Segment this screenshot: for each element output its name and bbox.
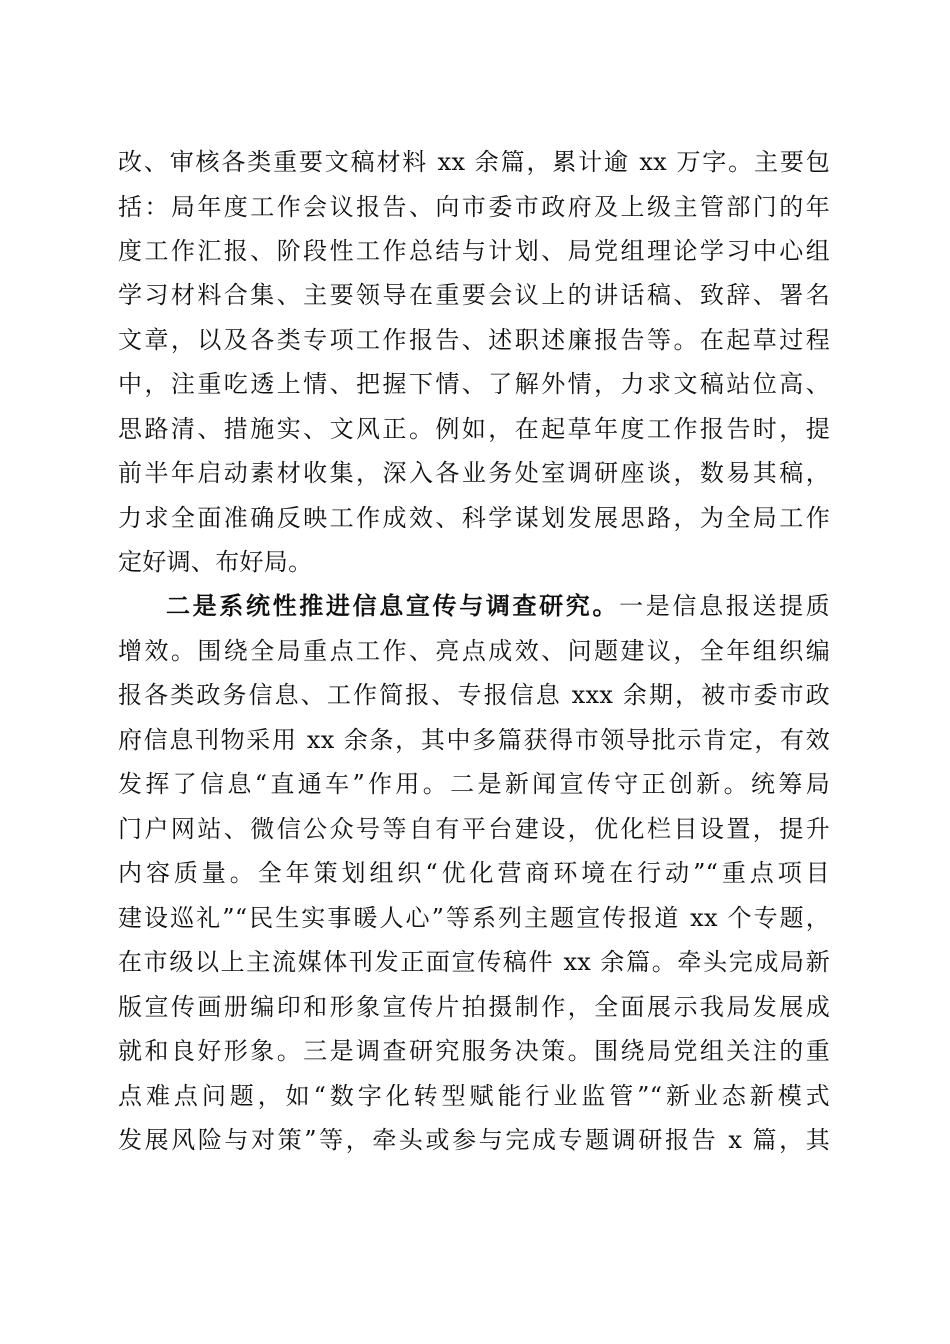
paragraph-line: 报各类政务信息、工作简报、专报信息 xxx 余期，被市委市政 — [118, 681, 830, 709]
paragraph-line: 定好调、布好局。 — [118, 548, 313, 576]
paragraph-line: 门户网站、微信公众号等自有平台建设，优化栏目设置，提升 — [118, 815, 830, 843]
paragraph-line: 中，注重吃透上情、把握下情、了解外情，力求文稿站位高、 — [118, 370, 830, 398]
section-heading-line — [166, 586, 830, 626]
paragraph-line: 内容质量。全年策划组织“优化营商环境在行动”“重点项目 — [118, 859, 830, 887]
paragraph-line: 文章，以及各类专项工作报告、述职述廉报告等。在起草过程 — [118, 326, 830, 354]
paragraph-line: 改、审核各类重要文稿材料 xx 余篇，累计逾 xx 万字。主要包 — [118, 148, 830, 176]
paragraph-line: 建设巡礼”“民生实事暖人心”等系列主题宣传报道 xx 个专题， — [118, 904, 830, 932]
paragraph-line: 括：局年度工作会议报告、向市委市政府及上级主管部门的年 — [118, 193, 830, 221]
paragraph-line: 学习材料合集、主要领导在重要会议上的讲话稿、致辞、署名 — [118, 281, 830, 309]
paragraph-line: 发挥了信息“直通车”作用。二是新闻宣传守正创新。统筹局 — [118, 770, 830, 798]
paragraph-line: 版宣传画册编印和形象宣传片拍摄制作，全面展示我局发展成 — [118, 993, 830, 1021]
paragraph-line: 发展风险与对策”等，牵头或参与完成专题调研报告 x 篇，其 — [118, 1126, 830, 1154]
paragraph-line: 在市级以上主流媒体刊发正面宣传稿件 xx 余篇。牵头完成局新 — [118, 948, 830, 976]
paragraph-line: 思路清、措施实、文风正。例如，在起草年度工作报告时，提 — [118, 415, 830, 443]
paragraph-line: 点难点问题，如“数字化转型赋能行业监管”“新业态新模式 — [118, 1082, 830, 1110]
paragraph-line: 增效。围绕全局重点工作、亮点成效、问题建议，全年组织编 — [118, 637, 830, 665]
paragraph-line: 就和良好形象。三是调查研究服务决策。围绕局党组关注的重 — [118, 1037, 830, 1065]
paragraph-line: 力求全面准确反映工作成效、科学谋划发展思路，为全局工作 — [118, 504, 830, 532]
paragraph-line: 府信息刊物采用 xx 余条，其中多篇获得市领导批示肯定，有效 — [118, 726, 830, 754]
section-heading: 二是系统性推进信息宣传与调查研究。 — [166, 591, 620, 620]
section-first-line-text: 一是信息报送提质 — [619, 592, 830, 620]
paragraph-line: 前半年启动素材收集，深入各业务处室调研座谈，数易其稿， — [118, 459, 830, 487]
paragraph-line: 度工作汇报、阶段性工作总结与计划、局党组理论学习中心组 — [118, 237, 830, 265]
